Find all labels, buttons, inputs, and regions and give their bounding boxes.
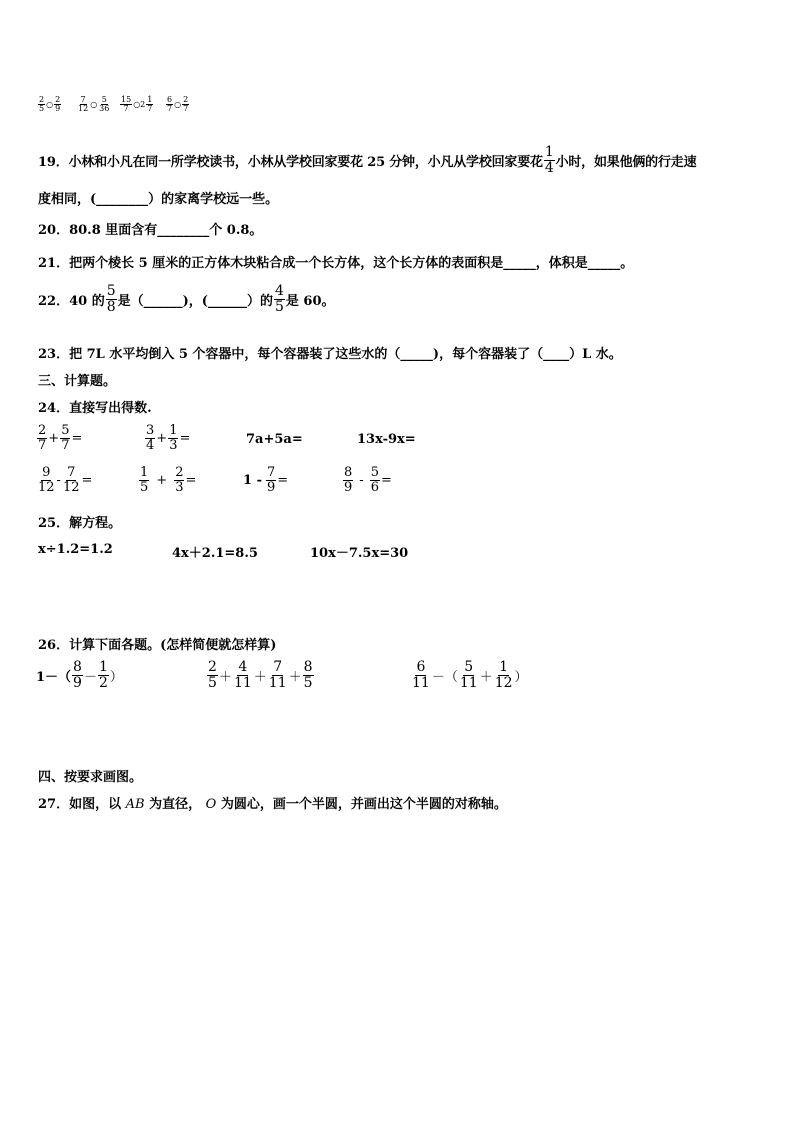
compare-group-1: $\frac{2}{5}$ ○ $\frac{2}{9}$: [39, 95, 61, 114]
question-19: 19．小林和小凡在同一所学校读书，小林从学校回家要花 25 分钟，小凡从学校回家要花 $\frac{1}{4}$ 小时，如果他俩的行走速: [38, 144, 697, 176]
question-26-title: 26．计算下面各题。(怎样简便就怎样算): [38, 638, 277, 653]
question-25-title: 25．解方程。: [38, 516, 122, 531]
question-21: 21．把两个棱长 5 厘米的正方体木块粘合成一个长方体，这个长方体的表面积是_____，体积是_____。: [38, 256, 634, 271]
q24-r2-c1: $\frac{9}{12}$ - $\frac{7}{12}$ =: [38, 465, 93, 495]
q25-equation-3: 10x－7.5x=30: [310, 546, 409, 561]
compare-group-3: $\frac{15}{7}$ ○ 2 $\frac{1}{7}$: [121, 95, 153, 114]
question-19-line2: 度相同，(________）的家离学校远一些。: [38, 192, 279, 207]
compare-group-2: $\frac{7}{12}$ ○ $\frac{5}{36}$: [78, 95, 110, 114]
question-24-title: 24．直接写出得数.: [38, 401, 152, 416]
question-22: 22．40 的 $\frac{5}{8}$ 是（______)，(______）的 $\frac{4}{5}$ 是 60。: [38, 283, 335, 315]
question-27: 27．如图，以 AB 为直径， O 为圆心，画一个半圆，并画出这个半圆的对称轴。: [38, 797, 507, 812]
q24-r1-c3: 7a+5a=: [246, 432, 303, 447]
q24-r1-c2: $\frac{3}{4}$ + $\frac{1}{3}$ =: [146, 423, 191, 453]
compare-group-4: $\frac{6}{7}$ ○ $\frac{2}{7}$: [167, 95, 189, 114]
q26-expr-2: $\frac{2}{5}$ ＋ $\frac{4}{11}$ ＋ $\frac{7}{11}$ ＋ $\frac{8}{5}$: [208, 659, 313, 691]
q24-r2-c2: $\frac{1}{5}$ + $\frac{2}{3}$ =: [140, 465, 197, 495]
q24-r2-c4: $\frac{8}{9}$ - $\frac{5}{6}$ =: [344, 465, 392, 495]
q26-expr-1: 1－（ $\frac{8}{9}$ － $\frac{1}{2}$ ）: [36, 659, 123, 691]
q24-r1-c4: 13x-9x=: [357, 432, 416, 447]
q24-r2-c3: 1 - $\frac{7}{9}$ =: [243, 465, 289, 495]
section-3-heading: 三、计算题。: [38, 374, 117, 389]
q25-equation-1: x÷1.2=1.2: [38, 542, 113, 557]
q26-expr-3: $\frac{6}{11}$ －（ $\frac{5}{11}$ ＋ $\frac{1}{12}$ ）: [412, 659, 528, 691]
q24-r1-c1: $\frac{2}{7}$ + $\frac{5}{7}$ =: [38, 423, 83, 453]
question-23: 23．把 7L 水平均倒入 5 个容器中，每个容器装了这些水的（_____)，每个容器装了（____）L 水。: [38, 347, 622, 362]
section-4-heading: 四、按要求画图。: [38, 770, 143, 785]
question-20: 20．80.8 里面含有________个 0.8。: [38, 223, 263, 238]
q25-equation-2: 4x＋2.1=8.5: [172, 546, 258, 561]
